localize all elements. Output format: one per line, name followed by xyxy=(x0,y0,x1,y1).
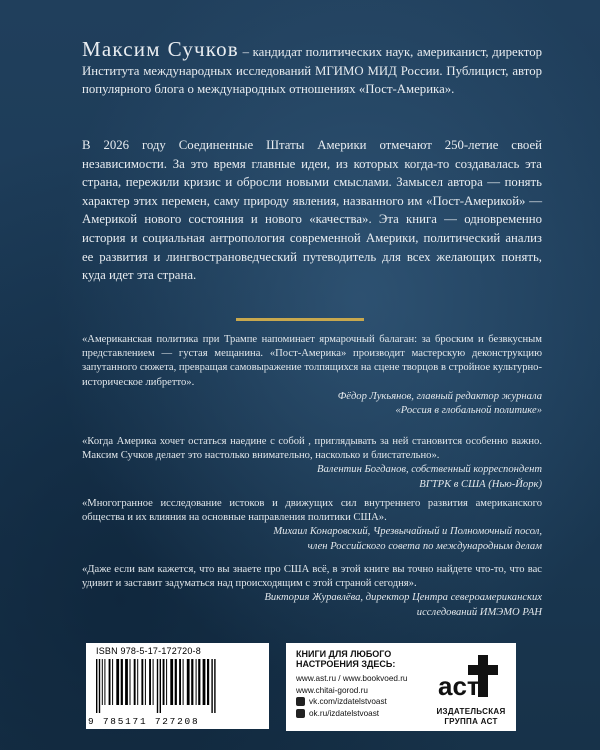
publisher-promo-box xyxy=(286,643,516,731)
quote-text: «Многогранное исследование истоков и движущих сил внутреннего развития американского общества и их влияния на основные направления политики США». xyxy=(82,498,542,524)
review-quote xyxy=(82,563,542,620)
author-name: Максим Сучков xyxy=(82,37,239,61)
promo-site-link[interactable]: www.ast.ru / www.bookvoed.ru xyxy=(296,674,408,683)
gold-divider xyxy=(236,318,364,321)
quote-source: Фёдор Лукьянов, главный редактор журнала «Россия в глобальной политике» xyxy=(337,390,542,417)
quote-source: Михаил Конаровский, Чрезвычайный и Полномочный посол, член Российского совета по международным делам xyxy=(273,526,542,552)
review-quote xyxy=(82,333,542,418)
ast-logo-icon xyxy=(436,651,504,703)
quote-source: Валентин Богданов, собственный корреспондент ВГТРК в США (Нью-Йорк) xyxy=(317,464,542,490)
review-quote xyxy=(82,497,542,554)
book-description: В 2026 году Соединенные Штаты Америки отмечают 250-летие своей независимости. За это время главные идеи, из которых когда-то создавалась эта страна, пережили кризис и обросли новыми смыслами. Замысел автора — понять характер этих перемен, саму природу явления, названного им «Пост-Америкой» — Америкой нового состояния и нового «качества». Эта книга — одновременно история и социальная антропология современной Америки, политический анализ ее развития и лингвострановедческий путеводитель для всех желающих понять, куда идет эта страна. xyxy=(82,138,542,283)
quote-text: «Даже если вам кажется, что вы знаете про США всё, в этой книге вы точно найдете что-то, что вас удивит и заставит задуматься над происходящим с этой страной сегодня». xyxy=(82,564,542,590)
quote-text: «Когда Америка хочет остаться наедине с собой , приглядывать за ней становится особенно важно. Максим Сучков делает это настолько внимательно, насколько и блистательно». xyxy=(82,436,542,462)
author-bio-text: – кандидат политических наук, американист, директор Института международных исследований МГИМО МИД России. Публицист, автор популярного блога о международных отношениях «Пост-Америка». xyxy=(82,45,542,97)
isbn-number: ISBN 978-5-17-172720-8 xyxy=(96,646,201,656)
ok-icon xyxy=(296,709,305,718)
promo-social-link[interactable]: ok.ru/izdatelstvoast xyxy=(296,708,408,720)
promo-social-link[interactable]: vk.com/izdatelstvoast xyxy=(296,696,408,708)
review-quote xyxy=(82,435,542,492)
promo-links xyxy=(296,673,408,719)
barcode-box xyxy=(86,643,269,729)
author-bio xyxy=(82,37,542,99)
publisher-name: ИЗДАТЕЛЬСКАЯ ГРУППА АСТ xyxy=(436,707,506,726)
quote-source: Виктория Журавлёва, директор Центра североамериканских исследований ИМЭМО РАН xyxy=(264,592,542,618)
barcode-icon xyxy=(96,659,259,713)
quote-text: «Американская политика при Трампе напоминает ярмарочный балаган: за броским и безвкусным представлением — густая мещанина. «Пост-Америка» производит мастерскую деконструкцию запутанного сюжета, превращая самовыражение толпящихся на сцене творцов в стройное культурно-историческое либретто». xyxy=(82,334,542,388)
barcode-digits: 9 785171 727208 xyxy=(88,716,200,727)
ast-logo-text: аст xyxy=(438,671,480,701)
promo-title: КНИГИ ДЛЯ ЛЮБОГО НАСТРОЕНИЯ ЗДЕСЬ: xyxy=(296,649,396,669)
vk-icon xyxy=(296,697,305,706)
promo-site-link[interactable]: www.chitai-gorod.ru xyxy=(296,685,368,695)
